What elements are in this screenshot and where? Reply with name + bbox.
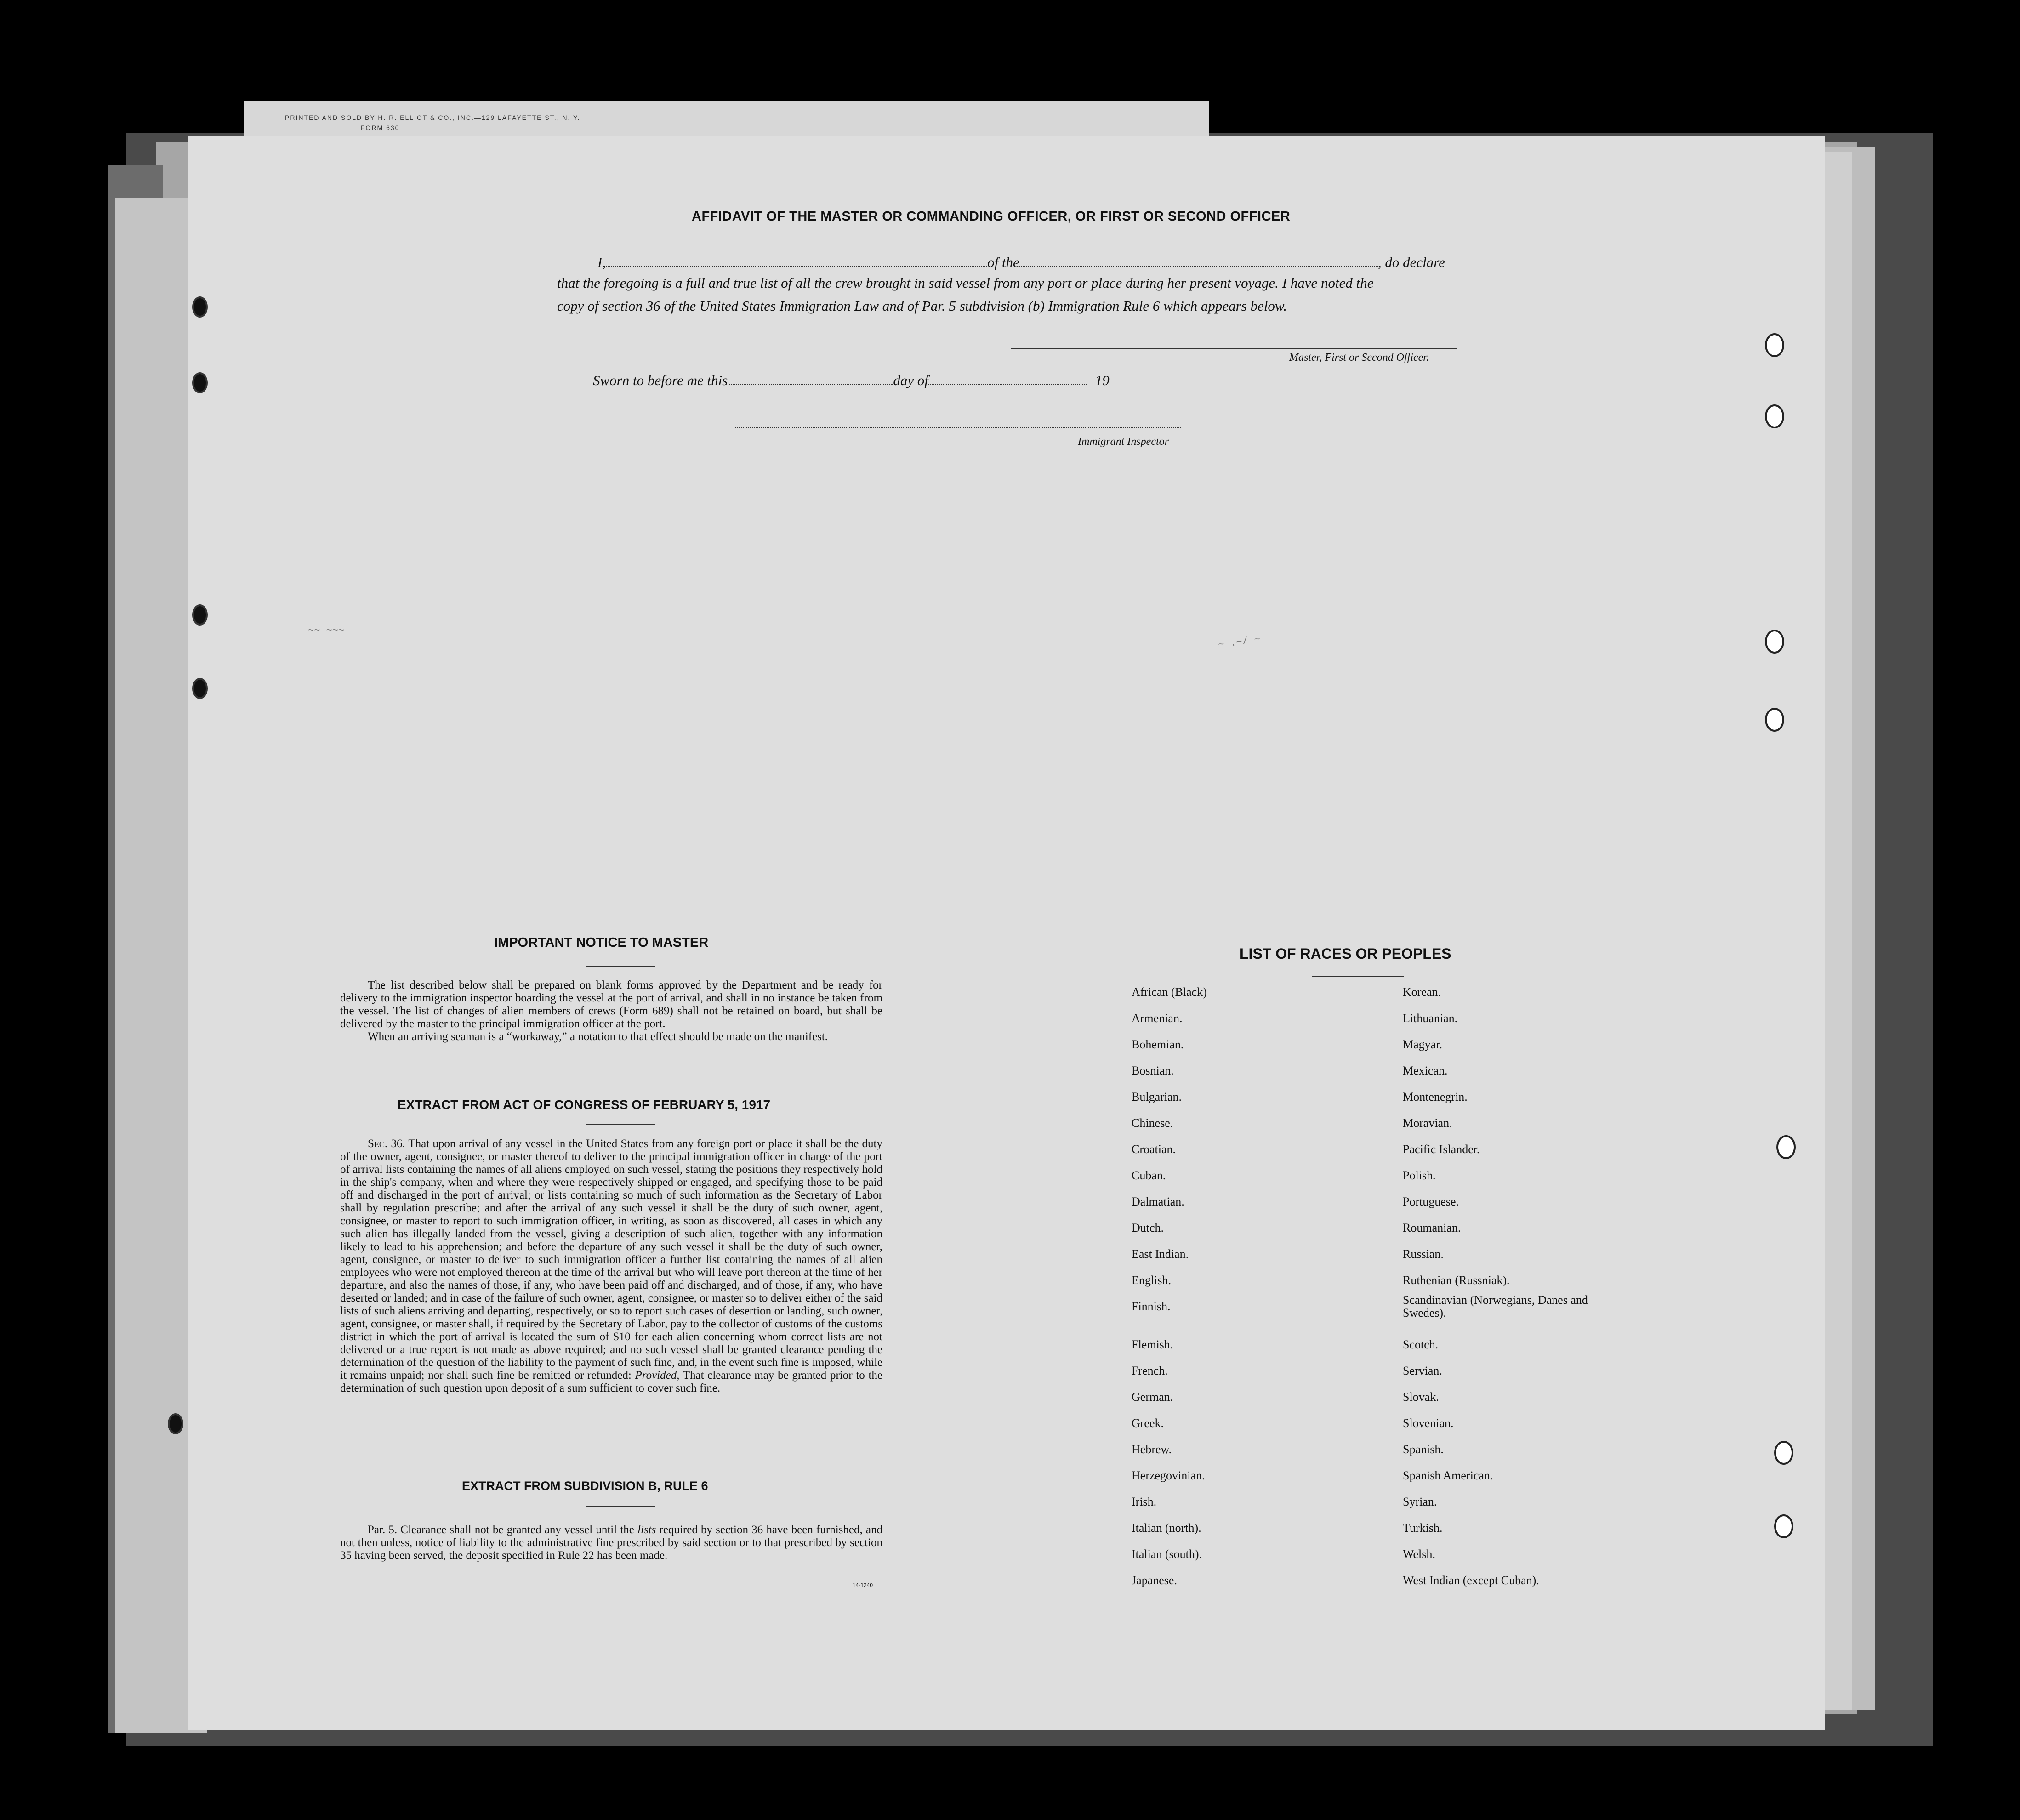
races-title: LIST OF RACES OR PEOPLES — [1240, 945, 1451, 962]
race-item: Dalmatian. — [1132, 1195, 1184, 1208]
section-36-text — [340, 1138, 882, 1395]
race-item: Servian. — [1403, 1364, 1442, 1377]
binder-hole-icon — [168, 1413, 183, 1434]
race-item: Cuban. — [1132, 1169, 1166, 1182]
rule6-extract-title: EXTRACT FROM SUBDIVISION B, RULE 6 — [462, 1479, 708, 1493]
signature-line[interactable] — [1011, 348, 1457, 349]
sworn-label: Sworn to before me this — [593, 372, 728, 388]
binder-hole-icon — [192, 372, 208, 393]
affidavit-do-declare: , do declare — [1377, 254, 1445, 270]
notice-paragraph-2: When an arriving seaman is a “workaway,” a notation to that effect should be made on the manifest. — [368, 1030, 828, 1043]
race-item: Korean. — [1403, 985, 1441, 999]
par5-lists-word: lists — [637, 1524, 656, 1536]
race-item: Slovenian. — [1403, 1416, 1454, 1430]
race-item: Spanish American. — [1403, 1469, 1493, 1482]
notice-paragraph-1: The list described below shall be prepared on blank forms approved by the Department and be ready for delivery to the immigration inspector boarding the vessel at the port of arrival, and shall in no instance be taken from the vessel. The list of changes of alien members of crews (Form 689) shall not be retained on board, but shall be delivered by the master to the principal immigration officer at the port. — [340, 979, 882, 1030]
race-item: West Indian (except Cuban). — [1403, 1574, 1539, 1587]
affidavit-line-2: that the foregoing is a full and true list of all the crew brought in said vessel from any port or place during her present voyage. I have noted the — [557, 275, 1374, 291]
race-item: Irish. — [1132, 1495, 1157, 1508]
race-item: Armenian. — [1132, 1012, 1183, 1025]
congress-divider — [586, 1124, 655, 1125]
binder-hole-icon — [1776, 1135, 1796, 1159]
sworn-row — [593, 372, 1110, 389]
race-item: French. — [1132, 1364, 1168, 1377]
race-item: German. — [1132, 1390, 1173, 1404]
printer-imprint-line1: PRINTED AND SOLD BY H. R. ELLIOT & CO., INC.—129 LAFAYETTE ST., N. Y. — [285, 114, 580, 121]
race-item: Ruthenian (Russniak). — [1403, 1274, 1510, 1287]
binder-hole-icon — [1765, 404, 1784, 428]
vessel-name-field[interactable] — [1019, 266, 1378, 267]
binder-hole-icon — [192, 296, 208, 318]
signature-label: Master, First or Second Officer. — [1289, 352, 1429, 364]
rule6-divider — [586, 1506, 655, 1507]
form-number: 14-1240 — [853, 1582, 873, 1588]
race-item: Russian. — [1403, 1247, 1444, 1261]
notice-body — [340, 979, 882, 1043]
faint-handwriting-mark: ~ .~/ ~ — [1217, 633, 1261, 651]
sworn-day-field[interactable] — [728, 384, 893, 385]
race-item: Chinese. — [1132, 1116, 1173, 1130]
affidavit-title: AFFIDAVIT OF THE MASTER OR COMMANDING OFFICER, OR FIRST OR SECOND OFFICER — [692, 209, 1291, 224]
sworn-month-field[interactable] — [928, 384, 1087, 385]
race-item: Montenegrin. — [1403, 1090, 1468, 1103]
race-item: Greek. — [1132, 1416, 1164, 1430]
race-item: Syrian. — [1403, 1495, 1437, 1508]
binder-hole-icon — [1765, 630, 1784, 654]
race-item: Moravian. — [1403, 1116, 1452, 1130]
race-item: Scotch. — [1403, 1338, 1439, 1351]
race-item: Japanese. — [1132, 1574, 1177, 1587]
printer-imprint-form: FORM 630 — [361, 124, 400, 131]
race-item: Magyar. — [1403, 1038, 1442, 1051]
binder-hole-icon — [1765, 708, 1784, 732]
day-of-label: day of — [893, 372, 928, 388]
par5-text-before: Par. 5. Clearance shall not be granted any vessel until the — [368, 1524, 634, 1536]
race-item: Slovak. — [1403, 1390, 1439, 1404]
race-item: Spanish. — [1403, 1443, 1444, 1456]
faint-handwriting-mark: ~~ ~~~ — [308, 625, 345, 637]
master-name-field[interactable] — [606, 266, 987, 267]
race-item: Turkish. — [1403, 1521, 1443, 1535]
printer-imprint — [285, 113, 699, 133]
year-label: 19 — [1095, 372, 1110, 388]
race-item: East Indian. — [1132, 1247, 1189, 1261]
race-item: Lithuanian. — [1403, 1012, 1458, 1025]
race-item: Scandinavian (Norwegians, Danes and Swedes). — [1403, 1293, 1588, 1320]
notice-divider — [586, 966, 655, 967]
binder-hole-icon — [192, 604, 208, 626]
notice-title: IMPORTANT NOTICE TO MASTER — [494, 935, 709, 950]
section-36-body: That upon arrival of any vessel in the United States from any foreign port or place it shall be the duty of the owner, agent, consignee, or master thereof to deliver to the principal immigration officer in charge of the port of arrival lists containing the names of all aliens employed on such vessel, stating the positions they respectively hold in the ship's company, when and where they were respectively shipped or engaged, and specifying those to be paid off and discharged in the port of arrival; or lists containing so much of such information as the Secretary of Labor shall by regulation prescribe; and after the arrival of any such vessel it shall be the duty of such owner, agent, consignee, or master to report to such immigration officer, in writing, as soon as discovered, all cases in which any such alien has illegally landed from the vessel, giving a description of such alien, together with any information likely to lead to his apprehension; and before the departure of any such vessel it shall be the duty of such owner, agent, consignee, or master to deliver to such immigration officer a further list containing the names of all alien employees who were not employed thereon at the time of the arrival but who will leave port thereon at the time of her departure, and also the names of those, if any, who have been paid off and discharged, and of those, if any, who have deserted or landed; and in case of the failure of such owner, agent, consignee, or master so to deliver either of the said lists of such aliens arriving and departing, respectively, or so to report such cases of desertion or landing, such owner, agent, consignee, or master shall, if required by the Secretary of Labor, pay to the collector of customs of the customs district in which the port of arrival is located the sum of $10 for each alien concerning whom correct lists are not delivered or a true report is not made as above required; and no such vessel shall be granted clearance pending the determination of the question of the liability to the payment of such fine, and, in the event such fine is imposed, while it remains unpaid; nor shall such fine be remitted or refunded: — [340, 1138, 882, 1382]
race-item: African (Black) — [1132, 985, 1207, 999]
section-label: Sec. 36. — [368, 1138, 405, 1150]
proviso-label: Provided, — [635, 1369, 680, 1382]
affidavit-of-the-label: of the — [987, 254, 1019, 270]
race-item: Herzegovinian. — [1132, 1469, 1205, 1482]
race-item: Welsh. — [1403, 1547, 1435, 1561]
race-item: Roumanian. — [1403, 1221, 1461, 1234]
race-item: Italian (south). — [1132, 1547, 1202, 1561]
race-item: Bosnian. — [1132, 1064, 1174, 1077]
binder-hole-icon — [192, 678, 208, 699]
back-sheet-edge-right — [1820, 152, 1852, 1710]
race-item: English. — [1132, 1274, 1171, 1287]
binder-hole-icon — [1774, 1514, 1793, 1538]
proviso-text: That clearance may be granted prior to the determination of such question upon deposit of a sum sufficient to cover such fine. — [340, 1369, 882, 1394]
inspector-signature-line[interactable] — [735, 427, 1181, 428]
race-item: Flemish. — [1132, 1338, 1173, 1351]
binder-hole-icon — [1765, 333, 1784, 357]
paragraph-5-text — [340, 1524, 882, 1562]
race-item: Italian (north). — [1132, 1521, 1201, 1535]
race-item: Finnish. — [1132, 1300, 1171, 1313]
affidavit-i-label: I, — [597, 254, 606, 270]
binder-hole-icon — [1774, 1441, 1793, 1465]
congress-extract-title: EXTRACT FROM ACT OF CONGRESS OF FEBRUARY 5, 1917 — [398, 1098, 771, 1112]
race-item: Mexican. — [1403, 1064, 1448, 1077]
inspector-label: Immigrant Inspector — [1078, 436, 1169, 448]
race-item: Dutch. — [1132, 1221, 1164, 1234]
race-item: Portuguese. — [1403, 1195, 1459, 1208]
race-item: Bulgarian. — [1132, 1090, 1182, 1103]
affidavit-line-3: copy of section 36 of the United States Immigration Law and of Par. 5 subdivision (b) Immigration Rule 6 which appears below. — [557, 298, 1287, 314]
race-item: Pacific Islander. — [1403, 1143, 1480, 1156]
races-divider — [1312, 976, 1404, 977]
race-item: Polish. — [1403, 1169, 1436, 1182]
race-item: Hebrew. — [1132, 1443, 1172, 1456]
par5-text-after: required by section 36 have been furnished, and not then unless, notice of liability to the administrative fine prescribed by said section or to that prescribed by section 35 having been served, the deposit specified in Rule 22 has been made. — [340, 1524, 882, 1562]
race-item: Bohemian. — [1132, 1038, 1184, 1051]
race-item: Croatian. — [1132, 1143, 1176, 1156]
